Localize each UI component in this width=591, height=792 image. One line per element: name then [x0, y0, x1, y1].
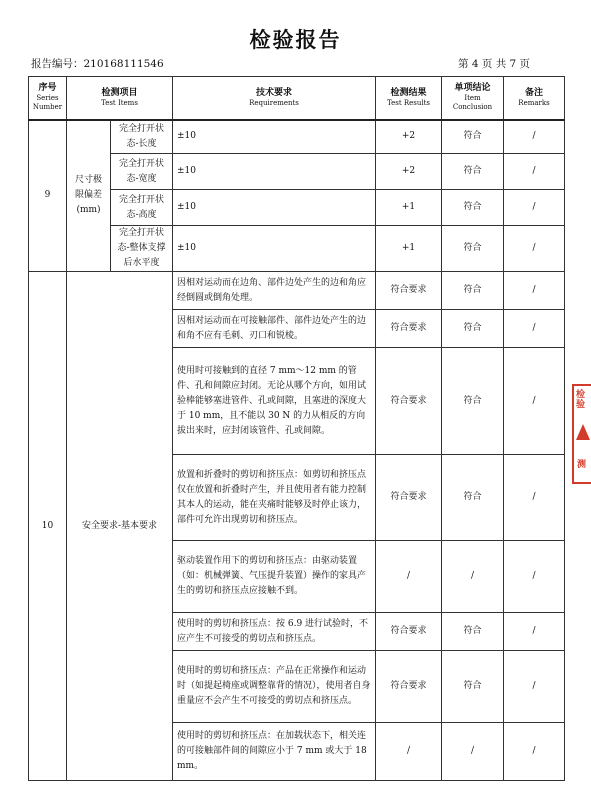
- remark-cell: /: [504, 348, 565, 455]
- conclusion-cell: 符合: [442, 154, 504, 190]
- header-remarks: 备注 Remarks: [504, 77, 565, 120]
- conclusion-cell: 符合: [442, 613, 504, 651]
- requirement-cell: 使用时可接触到的直径 7 mm～12 mm 的管件、孔和间隙应封闭。无论从哪个方向，如用试验棒能够塞进管件、孔或间隙，且塞进的深度大于 10 mm，且不能以 30 N 的力从相反的方向拔出来时，应封闭该管件、孔或间隙。: [173, 348, 376, 455]
- requirement-cell: ±10: [173, 190, 376, 226]
- remark-cell: /: [504, 154, 565, 190]
- result-cell: +2: [376, 120, 442, 154]
- result-cell: +1: [376, 226, 442, 272]
- result-cell: +1: [376, 190, 442, 226]
- result-cell: 符合要求: [376, 613, 442, 651]
- header-row: [29, 77, 565, 120]
- series-number-cell: 9: [29, 120, 67, 272]
- remark-cell: /: [504, 613, 565, 651]
- test-results-table: [28, 76, 565, 781]
- table-row: [29, 272, 565, 310]
- conclusion-cell: 符合: [442, 651, 504, 723]
- remark-cell: /: [504, 541, 565, 613]
- result-cell: /: [376, 723, 442, 781]
- stamp-text-top: 检验: [576, 390, 586, 410]
- conclusion-cell: 符合: [442, 348, 504, 455]
- remark-cell: /: [504, 226, 565, 272]
- seam-stamp: [572, 384, 591, 484]
- remark-cell: /: [504, 651, 565, 723]
- result-cell: /: [376, 541, 442, 613]
- conclusion-cell: 符合: [442, 272, 504, 310]
- requirement-cell: 使用时的剪切和挤压点：按 6.9 进行试验时，不应产生不可接受的剪切点和挤压点。: [173, 613, 376, 651]
- conclusion-cell: /: [442, 723, 504, 781]
- header-test-results: 检测结果 Test Results: [376, 77, 442, 120]
- requirement-cell: ±10: [173, 154, 376, 190]
- remark-cell: /: [504, 723, 565, 781]
- header-item-conclusion: 单项结论 Item Conclusion: [442, 77, 504, 120]
- table-row: [29, 120, 565, 154]
- remark-cell: /: [504, 190, 565, 226]
- result-cell: 符合要求: [376, 272, 442, 310]
- report-number: 报告编号：210168111546: [31, 58, 164, 70]
- header-requirements: 技术要求 Requirements: [173, 77, 376, 120]
- test-item-cell: 安全要求-基本要求: [67, 272, 173, 781]
- stamp-text-bottom: 测: [577, 460, 587, 470]
- result-cell: 符合要求: [376, 455, 442, 541]
- requirement-cell: 使用时的剪切和挤压点：在加载状态下，相关连的可接触部件间的间隙应小于 7 mm 或大于 18 mm。: [173, 723, 376, 781]
- requirement-cell: 因相对运动而在边角、部件边处产生的边和角应经倒圆或倒角处理。: [173, 272, 376, 310]
- conclusion-cell: 符合: [442, 190, 504, 226]
- result-cell: 符合要求: [376, 651, 442, 723]
- sub-item-cell: 完全打开状态-整体支撑后水平度: [111, 226, 173, 272]
- header-series-number: 序号 Series Number: [29, 77, 67, 120]
- remark-cell: /: [504, 310, 565, 348]
- sub-item-cell: 完全打开状态-长度: [111, 120, 173, 154]
- conclusion-cell: 符合: [442, 226, 504, 272]
- requirement-cell: 使用时的剪切和挤压点：产品在正常操作和运动时（如提起椅座或调整靠背的情况），使用者自身重量应不会产生不可接受的剪切点和挤压点。: [173, 651, 376, 723]
- requirement-cell: 放置和折叠时的剪切和挤压点：如剪切和挤压点仅在放置和折叠时产生，并且使用者有能力控制其本人的运动，能在夹痛时能够及时停止该力，部件可允许出现剪切和挤压点。: [173, 455, 376, 541]
- requirement-cell: 因相对运动而在可接触部件、部件边处产生的边和角不应有毛刺、刃口和锐棱。: [173, 310, 376, 348]
- series-number-cell: 10: [29, 272, 67, 781]
- result-cell: 符合要求: [376, 310, 442, 348]
- stamp-triangle-icon: [576, 424, 590, 440]
- conclusion-cell: 符合: [442, 120, 504, 154]
- requirement-cell: ±10: [173, 226, 376, 272]
- remark-cell: /: [504, 272, 565, 310]
- requirement-cell: ±10: [173, 120, 376, 154]
- remark-cell: /: [504, 120, 565, 154]
- test-item-cell: 尺寸极限偏差(mm): [67, 120, 111, 272]
- sub-item-cell: 完全打开状态-高度: [111, 190, 173, 226]
- sub-item-cell: 完全打开状态-宽度: [111, 154, 173, 190]
- report-title: 检验报告: [249, 28, 342, 52]
- result-cell: 符合要求: [376, 348, 442, 455]
- result-cell: +2: [376, 154, 442, 190]
- page-info: 第 4 页 共 7 页: [458, 58, 531, 70]
- requirement-cell: 驱动装置作用下的剪切和挤压点：由驱动装置（如：机械弹簧、气压提升装置）操作的家具产生的剪切和挤压点应接触不到。: [173, 541, 376, 613]
- conclusion-cell: 符合: [442, 455, 504, 541]
- conclusion-cell: /: [442, 541, 504, 613]
- conclusion-cell: 符合: [442, 310, 504, 348]
- header-test-items: 检测项目 Test Items: [67, 77, 173, 120]
- remark-cell: /: [504, 455, 565, 541]
